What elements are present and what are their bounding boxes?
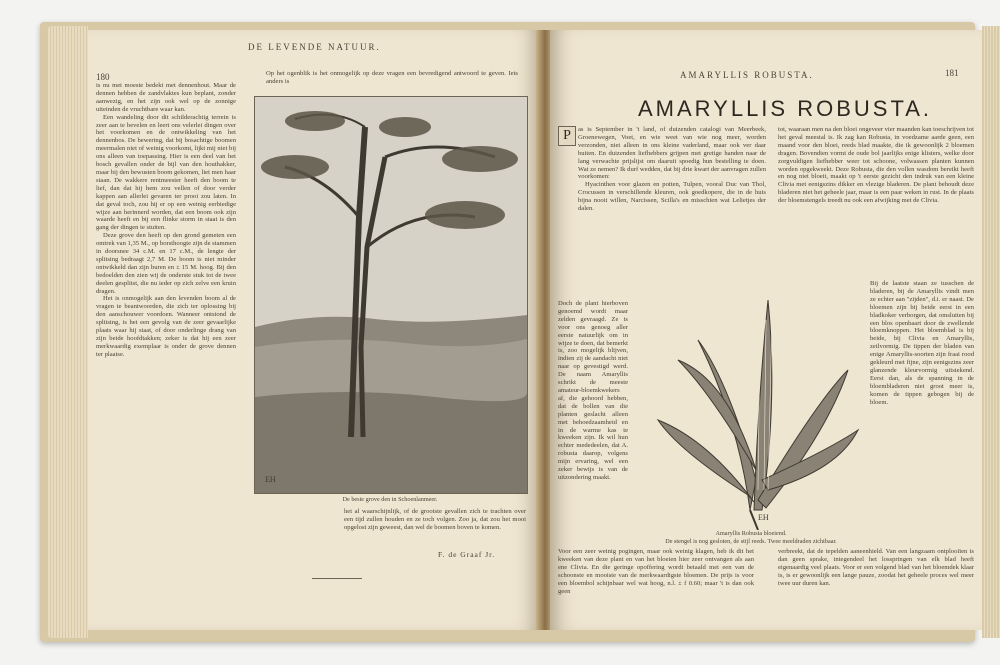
paragraph: Doch de plant hierboven genoemd wordt maar zelden gevraagd. Ze is voor ons genoeg aller eerste natuurlijk om in wijze te doen, dat bemerkt is, zoo mogelijk blijven, indien zij de aandacht niet naar op gevestigd werd. De naam Amaryllis schrikt de meeste amateur-bloemkwekers af, die gehoord hebben, dat de bollen van die planten geslacht alleen met behoedzaamheid en in de warme kas te kweeken zijn. Ik wil hun echter mededeelen, dat A. robusta daarop, volgens mijn ervaring, wel een zeker bewijs is van de uitzondering maakt. — [558, 300, 628, 481]
right-col-a-bottom — [558, 548, 754, 595]
page-edges-right — [982, 26, 1000, 638]
author-signature: F. de Graaf Jr. — [438, 550, 496, 559]
paragraph: Op het ogenblik is het onmogelijk op deze vragen een bevredigend antwoord te geven. Iets anders is — [266, 70, 518, 85]
right-col-b-bottom — [778, 548, 974, 588]
amaryllis-drawing — [638, 280, 864, 530]
paragraph: het al waarschijnlijk, of de grootste gevallen zich te trachten over een tijd zullen houden en ze toch volgen. Zoo ja, dat zou het mooi opgelost zijn geweest, dan wel de boomen boven te komen. — [344, 508, 526, 531]
figure-caption-2: De stengel is nog gesloten, de stijl reeds. Twee meeldraden zichtbaar. — [665, 538, 837, 545]
paragraph: is nu met moeste bedekt met dennenhout. Maar de dennen hebben de zandvlaktes kun beplant, zonder aanwezig, en het zijn ook wel op de zonnige uiteinden de vruchtbare waar kan. — [96, 82, 236, 113]
paragraph: as is September in 't land, of duizenden catalogi van Meerbeek, Groenewegen, Voet, en wie weet van wie nog meer, worden verzonden, niet alleen in ons kleine vaderland, maar ook ver daar buiten. En duizenden liefhebbers grijpen met gretige handen naar de lang verwachte prijslijst om daaruit spoedig hun bestelling te doen. Wat ze nemen? Ik durf wedden, dat bij drie kwart der aanvragen zullen voorkomen: — [578, 126, 766, 181]
right-col-c — [870, 280, 974, 407]
paragraph: Deze grove den heeft op den grond gemeten een omtrek van 1,35 M., op borsthoogte zijn de stammen in doorsnee 34 c.M. en 17 c.M., de lengte der splitsing bedraagt 2,7 M. De boom is niet minder ontwikkeld dan zijn buren en ± 15 M. hoog. Bij den bedoelden den zien wij de onderste stuk tot de twee deelen gesplitst, die nu ieder op zich zelve een kruin dragen. — [96, 232, 236, 295]
tree-illustration — [254, 96, 528, 494]
paragraph: Een wandeling door dit schilderachtig terrein is zeer aan te bevelen en leert ons velerlei dingen over het voorkomen en de ontwikkeling van het dennenbos. De bewering, dat bij bosachtige boomen meermalen niet of weinig voorkomt, lijkt mij niet bij ons alleen van toepassing. Hier is een deel van het bosch gevallen onder de bijl van den houthakker, maar bij den bewusten boom gekomen, liet men haar staan. De wakkere rentmeester heeft den boom te lief, dan dat hij hem zou vellen of door verder kappen aan allerlei gevaren ter prooi zou laten. In dat geval toch, zou hij er op een weinig eerbiedige wijze aan herinnerd worden, dat een boom ook zijn waarde heeft en bij een flinke storm in staat is den gang der dingen te stuiten. — [96, 113, 236, 232]
figure-caption-1: Amaryllis Robusta bloeiend. — [715, 530, 787, 537]
left-col-b-bottom — [344, 508, 526, 532]
page-edges-left — [48, 26, 88, 638]
running-head-left: DE LEVENDE NATUUR. — [248, 42, 381, 52]
amaryllis-illustration — [638, 280, 864, 530]
paragraph: Hyacinthen voor glazen en potten, Tulpen, vooral Duc van Thol, Crocussen in verschillende kleuren, ook goedkopere, die in de huis bijna nooit willen, Narcissen, Scilla's en misschien wat Lelietjes der dalen. — [578, 181, 766, 213]
paragraph: verbreekt, dat de tepelden aaneenhield. Van een langzaam ontplooiïen is dan geen sprake, integendeel het losspringen van elk blad heeft eigenaardig veel plaats. Voor er een volgend blad van het bloemdek klaar is, is er gewoonlijk een lange pauze, zoodat het geheele proces wel meer twee uur duren kan. — [778, 548, 974, 587]
paragraph: Voor een zeer weinig pogingen, maar ook weinig klagen, heb ik dit het kweeken van deze plant en van het bloeien hier zeer ontvangen als aan ene Clivia. En die geringe opoffering wordt betaald met een van de schoonste en mooiste van de merkwaardigste bloemen. De prijs is voor een bloembol schijnbaar wel wat hoog, n.l. ± f 0.60; maar 't is dan ook geen — [558, 548, 754, 595]
article-title: AMARYLLIS ROBUSTA. — [638, 96, 933, 121]
left-col-a-top — [96, 82, 236, 359]
paragraph: Het is onmogelijk aan den levenden boom al de vragen te beantwoorden, die zich ter oplossing bij den aanschouwer voordoen. Wanneer ontstond de splitsing, is het een gevolg van de zeer gevaarlijke plaats waar hij staat, of door onderlinge drang van zijn beide hoofdtakken; zeker is dat hij een zeer merkwaardig exemplaar is onder de grove dennen ter plaatse. — [96, 295, 236, 358]
right-col-a-after — [558, 300, 628, 482]
page-number-left: 180 — [96, 72, 110, 82]
plate-caption: De beste grove den in Schoenlanmeer. — [342, 496, 438, 503]
running-head-right: AMARYLLIS ROBUSTA. — [680, 70, 814, 80]
open-book — [40, 22, 975, 642]
right-col-b — [778, 126, 974, 205]
end-ornament — [312, 578, 362, 579]
plate-monogram: EH — [265, 475, 276, 484]
left-col-b-top — [266, 70, 518, 86]
right-col-a-intro — [578, 126, 766, 213]
right-page — [550, 30, 982, 630]
page-number-right: 181 — [945, 68, 959, 78]
paragraph: tot, waaraan men na den bloei ongeveer vier maanden kan toeschrijven tot het geval meestal is. Ik zag kan Robusta, in voedzame aarde geen, een maand voor den bloei, reeds blad maakte, die ik gewoonlijk 2 bloemen dragen. Bovendien vormt de oude bol jaarlijks enige klisters, welke door zorgvuldigen liefhebber weer tot schoone, volwassen planten kunnen worden opgekweekt. Deze Robusta, die den vollen wasdom bereikt heeft en nog niet bloeit, maakt op 't eerste gezicht den indruk van een kleine Clivia met eenigszins dikker en vlezige bladeren. De plant behoudt deze bladeren niet het geheele jaar, maar is een paar weken in rust. In de plaats der bloemstengels treedt nu ook een afwijking met de Clivia. — [778, 126, 974, 205]
left-page — [88, 30, 540, 630]
tree-drawing — [255, 97, 527, 493]
figure-monogram: EH — [758, 513, 769, 522]
drop-cap: P — [558, 126, 576, 146]
paragraph: Bij de laatste staan ze tusschen de bladeren, bij de Amaryllis vindt men ze echter aan "zijden", d.i. er naast. De bloemen zijn bij beide eerst in een bladkoker verborgen, dat omsluiten bij een blos openbaart door de zwellende bloemknoppen. Het bloemblad is bij beide, bij Clivia en Amaryllis, zeilvormig. De tippen der bladen van enige Amaryllis-soorten zijn fraai rood gekleurd met fijne, zijn eenigszins zeer glanzende kleurvormig uitstekend. Eerst dan, als de spanning in de bloembladeren niet groot meer is, komen de tippen gebogen bij de bloem. — [870, 280, 974, 406]
